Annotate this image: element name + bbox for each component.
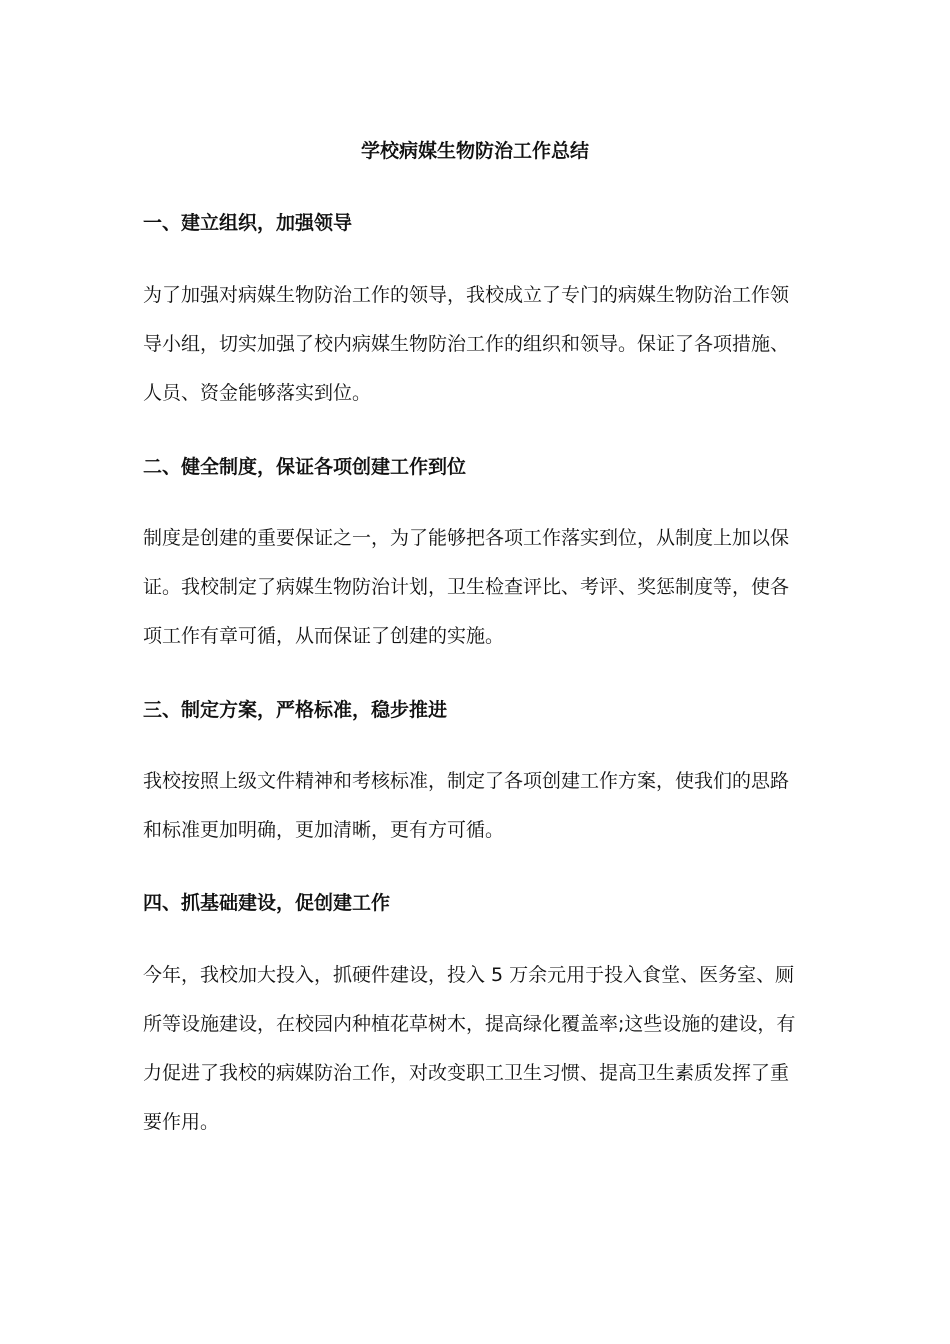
paragraph-line: 力促进了我校的病媒防治工作，对改变职工卫生习惯、提高卫生素质发挥了重 (143, 1062, 790, 1084)
paragraph-line: 证。我校制定了病媒生物防治计划，卫生检查评比、考评、奖惩制度等，使各 (143, 576, 790, 598)
section-paragraph-3 (143, 757, 815, 855)
section-paragraph-1 (143, 271, 815, 418)
document-title: 学校病媒生物防治工作总结 (360, 140, 589, 162)
paragraph-line: 今年，我校加大投入，抓硬件建设，投入 5 万余元用于投入食堂、医务室、厕 (143, 964, 795, 986)
section-paragraph-4 (143, 951, 815, 1147)
paragraph-line: 要作用。 (143, 1111, 220, 1133)
section-heading-4: 四、抓基础建设，促创建工作 (143, 892, 391, 914)
paragraph-line: 导小组，切实加强了校内病媒生物防治工作的组织和领导。保证了各项措施、 (143, 333, 790, 355)
paragraph-line: 所等设施建设，在校园内种植花草树木，提高绿化覆盖率;这些设施的建设，有 (143, 1013, 796, 1035)
section-heading-1: 一、建立组织，加强领导 (143, 212, 353, 234)
section-heading-3: 三、制定方案，严格标准，稳步推进 (143, 699, 448, 721)
paragraph-line: 我校按照上级文件精神和考核标准，制定了各项创建工作方案，使我们的思路 (143, 770, 790, 792)
paragraph-line: 项工作有章可循，从而保证了创建的实施。 (143, 625, 505, 647)
paragraph-line: 人员、资金能够落实到位。 (143, 382, 372, 404)
paragraph-line: 和标准更加明确，更加清晰，更有方可循。 (143, 819, 505, 841)
paragraph-line: 制度是创建的重要保证之一，为了能够把各项工作落实到位，从制度上加以保 (143, 527, 790, 549)
section-heading-2: 二、健全制度，保证各项创建工作到位 (143, 456, 467, 478)
paragraph-line: 为了加强对病媒生物防治工作的领导，我校成立了专门的病媒生物防治工作领 (143, 284, 790, 306)
section-paragraph-2 (143, 514, 815, 661)
